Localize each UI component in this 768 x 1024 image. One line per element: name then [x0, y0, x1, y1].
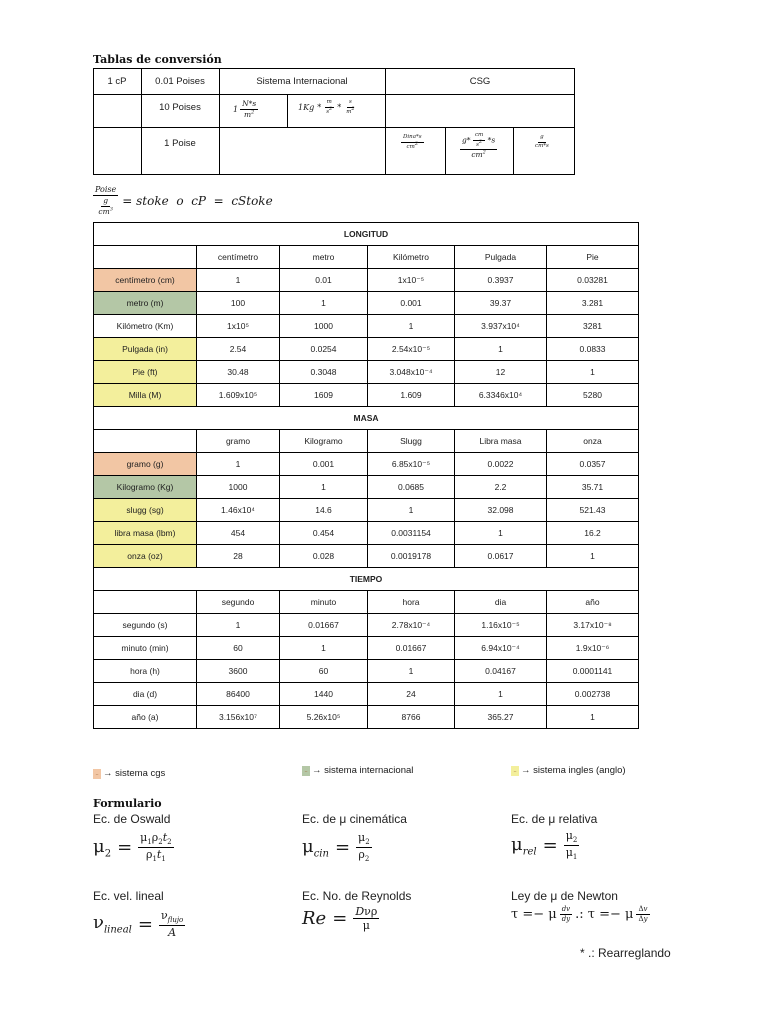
legend-text-si: → sistema internacional — [312, 765, 414, 776]
row-label: dia (d) — [94, 683, 197, 706]
table-cell: 6.85x10⁻⁵ — [368, 453, 455, 476]
table-cell: 1 — [197, 614, 280, 637]
table-row — [94, 361, 639, 384]
formula-vel-lineal: $\nu_{lineal}$ = $\frac{\nu_{flujo}}{A}$ — [93, 909, 184, 940]
table-cell: 3.17x10⁻⁸ — [547, 614, 639, 637]
table-cell: 32.098 — [455, 499, 547, 522]
cgs-unit-gram-expansion: g* $\frac{cm}{s^2}$ *s $cm^2$ — [462, 132, 496, 159]
si-unit-ns-m2: 1 $\frac{N*s}{m^2}$ — [233, 99, 257, 119]
table-row — [94, 660, 639, 683]
table-row — [94, 637, 639, 660]
table-cell: 1.9x10⁻⁶ — [547, 637, 639, 660]
column-header-row — [94, 246, 639, 269]
table-cell: 1 — [547, 545, 639, 568]
column-header: dia — [455, 591, 547, 614]
table-cell: 28 — [197, 545, 280, 568]
table-row — [94, 522, 639, 545]
formula-oswald: $\mu_2$ = $\frac{\mu_1\rho_2t_2}{\rho_1t_1}$ — [93, 831, 172, 864]
table-cell: 3281 — [547, 315, 639, 338]
row-label: hora (h) — [94, 660, 197, 683]
grid-line — [93, 127, 575, 128]
table-cell: 0.0022 — [455, 453, 547, 476]
table-cell: 1 — [280, 637, 368, 660]
cell-si-header: Sistema Internacional — [256, 76, 348, 87]
formulario-title: Formulario — [93, 797, 162, 810]
column-header: metro — [280, 246, 368, 269]
row-label: minuto (min) — [94, 637, 197, 660]
table-cell: 0.01 — [280, 269, 368, 292]
table-cell: 0.0685 — [368, 476, 455, 499]
column-header: Slugg — [368, 430, 455, 453]
section-title: MASA — [94, 407, 639, 430]
si-unit-kg-expansion: 1Kg * $\frac{m}{s^2}$ * $\frac{s}{m^2}$ — [298, 99, 355, 115]
table-cell: 0.0254 — [280, 338, 368, 361]
column-header: año — [547, 591, 639, 614]
table-cell: 0.001 — [368, 292, 455, 315]
row-label: centímetro (cm) — [94, 269, 197, 292]
table-row — [94, 499, 639, 522]
table-row — [94, 292, 639, 315]
legend-text-ingles: → sistema ingles (anglo) — [521, 765, 626, 776]
table-cell: 35.71 — [547, 476, 639, 499]
column-header: onza — [547, 430, 639, 453]
table-cell: 16.2 — [547, 522, 639, 545]
column-header: hora — [368, 591, 455, 614]
table-row — [94, 683, 639, 706]
table-cell: 0.0617 — [455, 545, 547, 568]
viscosity-conversion-grid — [93, 68, 575, 175]
table-cell: 5280 — [547, 384, 639, 407]
table-cell: 0.028 — [280, 545, 368, 568]
row-label: libra masa (lbm) — [94, 522, 197, 545]
cell-poises: 0.01 Poises — [155, 76, 205, 87]
column-header: minuto — [280, 591, 368, 614]
legend-ingles — [511, 765, 626, 776]
table-cell: 3600 — [197, 660, 280, 683]
table-cell: 454 — [197, 522, 280, 545]
formula-title-newton: Ley de μ de Newton — [511, 889, 618, 903]
table-row — [94, 476, 639, 499]
legend-swatch-cgs: .. — [93, 769, 101, 779]
row-label: slugg (sg) — [94, 499, 197, 522]
table-cell: 521.43 — [547, 499, 639, 522]
section-title-row — [94, 223, 639, 246]
table-cell: 0.454 — [280, 522, 368, 545]
row-label: segundo (s) — [94, 614, 197, 637]
table-cell: 0.0019178 — [368, 545, 455, 568]
table-cell: 1 — [368, 660, 455, 683]
table-cell: 3.048x10⁻⁴ — [368, 361, 455, 384]
table-cell: 60 — [280, 660, 368, 683]
rearreglando-note: * .: Rearreglando — [580, 946, 671, 960]
table-cell: 0.0031154 — [368, 522, 455, 545]
table-cell: 2.2 — [455, 476, 547, 499]
column-header: segundo — [197, 591, 280, 614]
legend-swatch-si: .. — [302, 766, 310, 776]
table-cell: 12 — [455, 361, 547, 384]
table-cell: 1 — [547, 706, 639, 729]
table-cell: 1 — [455, 338, 547, 361]
table-cell: 1.609x10⁵ — [197, 384, 280, 407]
table-cell: 0.001 — [280, 453, 368, 476]
legend-cgs — [93, 768, 165, 779]
stoke-equation: $\frac{\text{Poise}}{\frac{g}{cm^3}}$ = stoke o cP = cStoke — [95, 185, 273, 216]
table-cell: 1 — [280, 476, 368, 499]
legend-text-cgs: → sistema cgs — [103, 768, 166, 779]
cell-csg-header: CSG — [469, 76, 491, 87]
column-header: Pie — [547, 246, 639, 269]
formula-title-vel-lineal: Ec. vel. lineal — [93, 889, 164, 903]
column-header: Pulgada — [455, 246, 547, 269]
formula-newton: τ =− μ $\frac{dv}{dy}$ .: τ =− μ $\frac{\Delta v}{\Delta y}$ — [511, 905, 648, 923]
table-cell: 365.27 — [455, 706, 547, 729]
section-title-row — [94, 568, 639, 591]
table-cell: 3.281 — [547, 292, 639, 315]
table-cell: 0.01667 — [368, 637, 455, 660]
page-title: Tablas de conversión — [93, 53, 222, 66]
table-row — [94, 614, 639, 637]
empty-header-cell — [94, 246, 197, 269]
table-cell: 3.156x10⁷ — [197, 706, 280, 729]
legend-si — [302, 765, 413, 776]
formula-relativa: $\mu_{rel}$ = $\frac{\mu_2}{\mu_1}$ — [511, 829, 578, 862]
table-cell: 1.16x10⁻⁵ — [455, 614, 547, 637]
table-row — [94, 453, 639, 476]
table-cell: 3.937x10⁴ — [455, 315, 547, 338]
table-cell: 1 — [455, 522, 547, 545]
table-cell: 0.03281 — [547, 269, 639, 292]
stoke-numerator: Poise — [95, 185, 117, 194]
table-row — [94, 545, 639, 568]
formula-title-oswald: Ec. de Oswald — [93, 812, 171, 826]
formula-reynolds: Re = $\frac{\text{Dνρ}}{\mu}$ — [302, 905, 378, 932]
row-label: Pulgada (in) — [94, 338, 197, 361]
row-label: año (a) — [94, 706, 197, 729]
column-header-row — [94, 591, 639, 614]
column-header-row — [94, 430, 639, 453]
table-cell: 1609 — [280, 384, 368, 407]
table-cell: 8766 — [368, 706, 455, 729]
table-cell: 1x10⁵ — [197, 315, 280, 338]
table-cell: 86400 — [197, 683, 280, 706]
table-cell: 24 — [368, 683, 455, 706]
row-label: Milla (M) — [94, 384, 197, 407]
table-cell: 0.0001141 — [547, 660, 639, 683]
stoke-rhs: = stoke o cP = cStoke — [122, 193, 273, 208]
table-cell: 2.54 — [197, 338, 280, 361]
table-cell: 0.0833 — [547, 338, 639, 361]
grid-line — [287, 94, 288, 127]
table-cell: 1000 — [280, 315, 368, 338]
grid-line — [513, 127, 514, 175]
column-header: Kilómetro — [368, 246, 455, 269]
table-cell: 1 — [197, 453, 280, 476]
table-row — [94, 269, 639, 292]
row-label: Kilómetro (Km) — [94, 315, 197, 338]
table-cell: 0.0357 — [547, 453, 639, 476]
table-cell: 0.04167 — [455, 660, 547, 683]
column-header: centímetro — [197, 246, 280, 269]
unit-conversion-table — [93, 222, 639, 729]
cgs-unit-dina: $\frac{\text{Dina*s}}{cm^2}$ — [403, 134, 422, 150]
formula-title-reynolds: Ec. No. de Reynolds — [302, 889, 412, 903]
formula-title-relativa: Ec. de μ relativa — [511, 812, 598, 826]
table-cell: 14.6 — [280, 499, 368, 522]
section-title-row — [94, 407, 639, 430]
table-row — [94, 706, 639, 729]
table-cell: 2.78x10⁻⁴ — [368, 614, 455, 637]
cell-1cp: 1 cP — [107, 76, 127, 87]
column-header: Libra masa — [455, 430, 547, 453]
grid-line — [93, 94, 575, 95]
table-cell: 1.609 — [368, 384, 455, 407]
table-cell: 0.3937 — [455, 269, 547, 292]
row-label: onza (oz) — [94, 545, 197, 568]
table-cell: 6.94x10⁻⁴ — [455, 637, 547, 660]
section-title: TIEMPO — [94, 568, 639, 591]
formula-title-cinematica: Ec. de μ cinemática — [302, 812, 407, 826]
table-cell: 1 — [455, 683, 547, 706]
table-cell: 1 — [368, 315, 455, 338]
table-cell: 6.3346x10⁴ — [455, 384, 547, 407]
table-row — [94, 384, 639, 407]
table-cell: 1 — [368, 499, 455, 522]
section-title: LONGITUD — [94, 223, 639, 246]
cgs-unit-g-cm-s: $\frac{g}{cm*s}$ — [535, 134, 549, 149]
table-cell: 60 — [197, 637, 280, 660]
table-cell: 5.26x10⁵ — [280, 706, 368, 729]
table-cell: 1 — [547, 361, 639, 384]
table-cell: 2.54x10⁻⁵ — [368, 338, 455, 361]
row-label: metro (m) — [94, 292, 197, 315]
table-cell: 1x10⁻⁵ — [368, 269, 455, 292]
row-label: gramo (g) — [94, 453, 197, 476]
table-cell: 1000 — [197, 476, 280, 499]
stoke-den-num: g — [103, 196, 109, 205]
table-cell: 1 — [280, 292, 368, 315]
cell-10-poises: 10 Poises — [159, 102, 201, 113]
table-cell: 1440 — [280, 683, 368, 706]
table-cell: 0.002738 — [547, 683, 639, 706]
table-cell: 1.46x10⁴ — [197, 499, 280, 522]
row-label: Pie (ft) — [94, 361, 197, 384]
row-label: Kilogramo (Kg) — [94, 476, 197, 499]
legend-swatch-ingles: .. — [511, 766, 519, 776]
empty-header-cell — [94, 591, 197, 614]
formula-cinematica: $\mu_{cin}$ = $\frac{\mu_2}{\rho_2}$ — [302, 831, 370, 864]
table-cell: 30.48 — [197, 361, 280, 384]
stoke-den-den: cm — [98, 206, 110, 216]
column-header: gramo — [197, 430, 280, 453]
table-cell: 0.01667 — [280, 614, 368, 637]
table-cell: 39.37 — [455, 292, 547, 315]
table-cell: 100 — [197, 292, 280, 315]
table-cell: 1 — [197, 269, 280, 292]
table-row — [94, 315, 639, 338]
grid-line — [445, 127, 446, 175]
cell-1-poise: 1 Poise — [164, 138, 196, 149]
table-row — [94, 338, 639, 361]
empty-header-cell — [94, 430, 197, 453]
table-cell: 0.3048 — [280, 361, 368, 384]
column-header: Kilogramo — [280, 430, 368, 453]
